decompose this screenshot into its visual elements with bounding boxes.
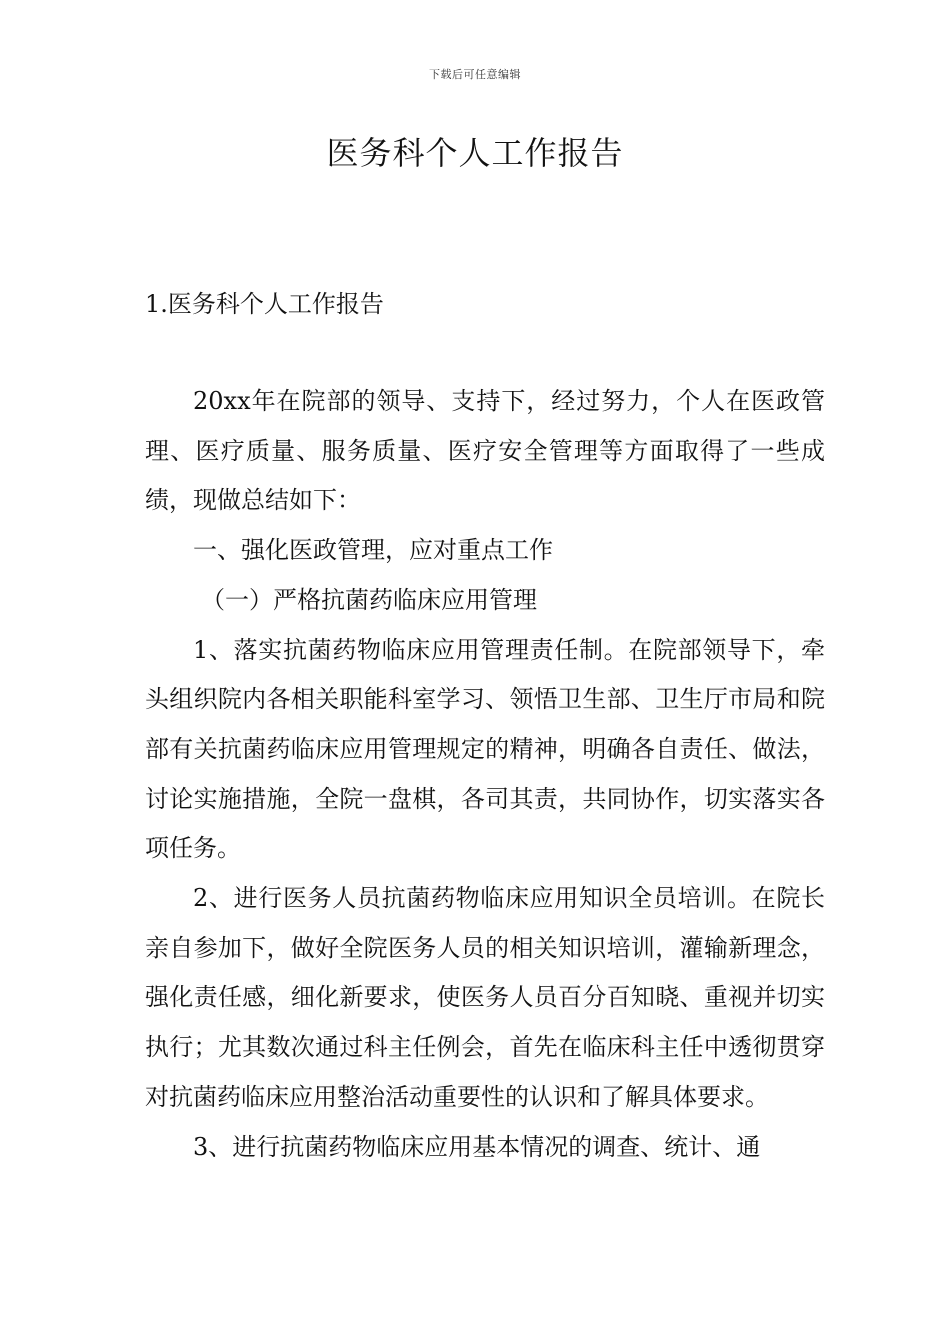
paragraph-heading-1: 一、强化医政管理，应对重点工作 [193,536,553,565]
body-text [145,377,825,1172]
paragraph-item-3: 3、进行抗菌药物临床应用基本情况的调查、统计、通 [193,1132,761,1161]
paragraph-item-2: 2、进行医务人员抗菌药物临床应用知识全员培训。在院长亲自参加下，做好全院医务人员的相关知识培训，灌输新理念，强化责任感，细化新要求，使医务人员百分百知晓、重视并切实执行；尤其数次通过科主任例会，首先在临床科主任中透彻贯穿对抗菌药临床应用整治活动重要性的认识和了解具体要求。 [145,884,825,1111]
paragraph-intro: 20xx年在院部的领导、支持下，经过努力，个人在医政管理、医疗质量、服务质量、医疗安全管理等方面取得了一些成绩，现做总结如下： [145,387,825,515]
paragraph-subheading-1: （一）严格抗菌药临床应用管理 [201,585,537,614]
paragraph-item-1: 1、落实抗菌药物临床应用管理责任制。在院部领导下，牵头组织院内各相关职能科室学习、领悟卫生部、卫生厅市局和院部有关抗菌药临床应用管理规定的精神，明确各自责任、做法，讨论实施措施，全院一盘棋，各司其责，共同协作，切实落实各项任务。 [145,635,825,863]
document-title: 医务科个人工作报告 [326,134,624,172]
header-note: 下载后可任意编辑 [429,68,521,81]
section-heading: 1.医务科个人工作报告 [145,290,384,318]
